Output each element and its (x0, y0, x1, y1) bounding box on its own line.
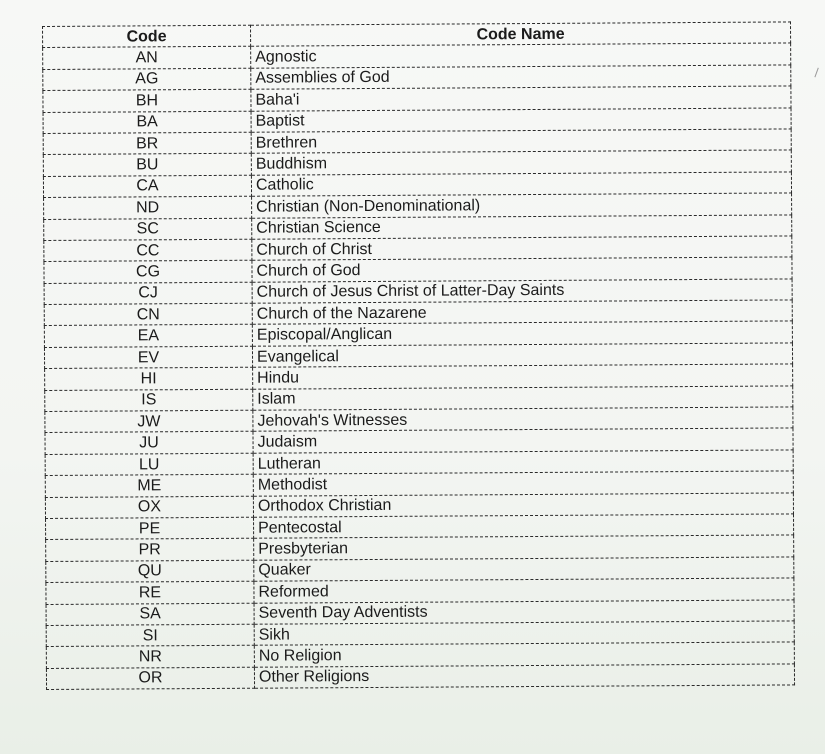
code-cell: QU (46, 560, 254, 583)
code-cell: OR (46, 667, 254, 690)
code-cell: JU (45, 432, 253, 455)
code-cell: BR (43, 132, 251, 155)
code-cell: CJ (44, 282, 252, 305)
code-name-cell: Catholic (251, 172, 791, 197)
code-cell: ME (45, 474, 253, 497)
code-cell: EA (44, 325, 252, 348)
code-name-cell: Christian (Non-Denominational) (252, 193, 792, 218)
religion-code-table (42, 21, 795, 690)
code-cell: BA (43, 111, 251, 134)
page-edge-mark (814, 68, 821, 79)
code-name-cell: Seventh Day Adventists (254, 599, 794, 624)
code-name-cell: Judaism (253, 428, 793, 453)
code-cell: RE (46, 581, 254, 604)
code-cell: AG (43, 68, 251, 91)
code-name-cell: Episcopal/Anglican (252, 321, 792, 346)
code-cell: AN (43, 47, 251, 70)
code-cell: LU (45, 453, 253, 476)
code-cell: SC (44, 218, 252, 241)
code-cell: CN (44, 303, 252, 326)
code-cell: CC (44, 239, 252, 262)
code-name-cell: Baptist (251, 107, 791, 132)
code-name-cell: Hindu (253, 364, 793, 389)
code-name-cell: Pentecostal (254, 514, 794, 539)
code-cell: BU (43, 154, 251, 177)
code-name-cell: Sikh (254, 621, 794, 646)
code-cell: SI (46, 624, 254, 647)
code-name-cell: Jehovah's Witnesses (253, 407, 793, 432)
column-header-code: Code (43, 25, 251, 48)
code-name-cell: Lutheran (253, 450, 793, 475)
code-name-cell: Assemblies of God (251, 65, 791, 90)
code-cell: BH (43, 89, 251, 112)
code-name-cell: Agnostic (251, 43, 791, 68)
code-name-cell: Church of Jesus Christ of Latter-Day Saints (252, 279, 792, 304)
code-cell: PE (46, 517, 254, 540)
code-cell: EV (44, 346, 252, 369)
code-name-cell: Quaker (254, 557, 794, 582)
code-cell: NR (46, 646, 254, 669)
code-name-cell: Presbyterian (254, 535, 794, 560)
code-name-cell: Methodist (253, 471, 793, 496)
document-sheet (42, 26, 790, 690)
code-cell: CG (44, 261, 252, 284)
code-name-cell: No Religion (254, 642, 794, 667)
code-name-cell: Islam (253, 386, 793, 411)
code-name-cell: Orthodox Christian (253, 493, 793, 518)
table-body (43, 43, 795, 689)
code-cell: OX (45, 496, 253, 519)
code-cell: ND (44, 196, 252, 219)
column-header-code-name: Code Name (250, 22, 790, 47)
code-name-cell: Brethren (251, 129, 791, 154)
code-name-cell: Buddhism (251, 150, 791, 175)
code-cell: JW (45, 410, 253, 433)
code-name-cell: Church of God (252, 257, 792, 282)
code-name-cell: Church of Christ (252, 236, 792, 261)
code-cell: SA (46, 603, 254, 626)
code-name-cell: Evangelical (252, 343, 792, 368)
code-cell: PR (46, 539, 254, 562)
code-cell: HI (45, 367, 253, 390)
code-name-cell: Baha'i (251, 86, 791, 111)
code-name-cell: Other Religions (254, 664, 794, 689)
code-name-cell: Reformed (254, 578, 794, 603)
code-cell: CA (43, 175, 251, 198)
code-name-cell: Church of the Nazarene (252, 300, 792, 325)
code-cell: IS (45, 389, 253, 412)
code-name-cell: Christian Science (252, 214, 792, 239)
table-row (46, 664, 794, 690)
